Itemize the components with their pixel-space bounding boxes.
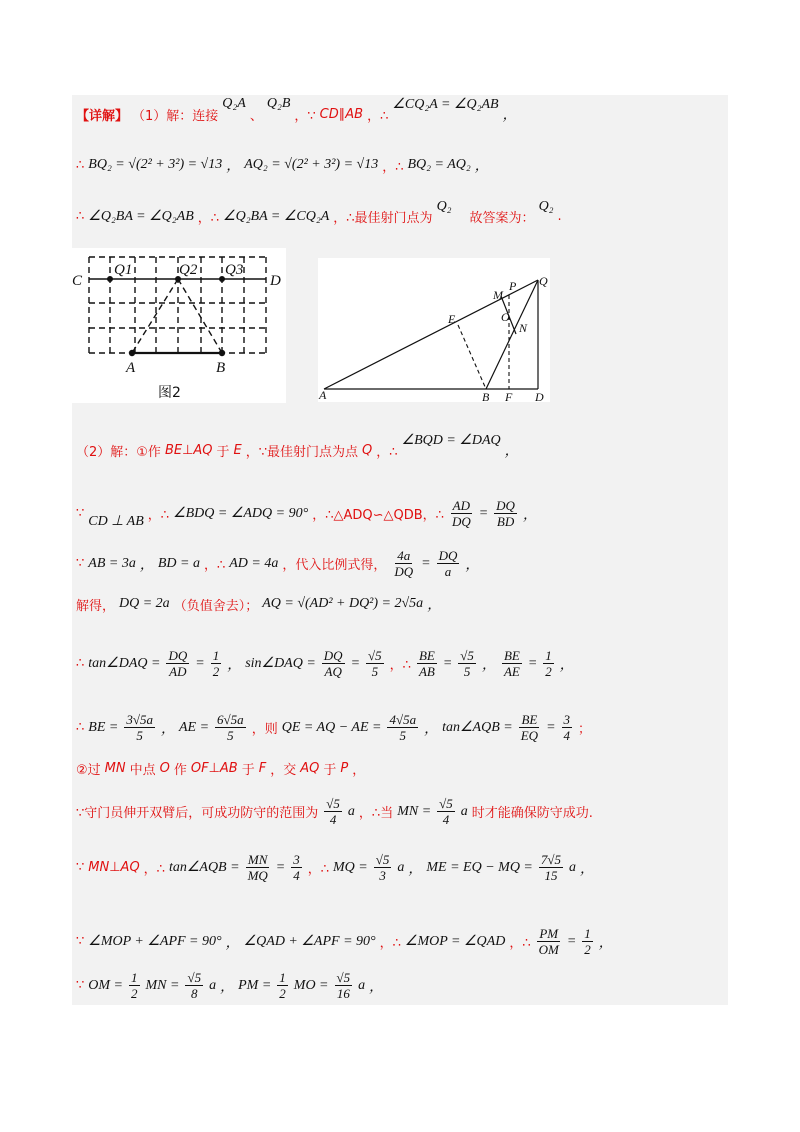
part2-line3: ∵ AB = 3a ， BD = a ，∴ AD = 4a ，代入比例式得， $\frac{4a}{DQ}$ = $\frac{DQ}{a}$ ， [76, 548, 480, 579]
label-A: A [126, 360, 136, 376]
figure-triangle [318, 258, 550, 402]
part2-line6: ∴ BE = $\frac{3√5a}{5}$ ， AE = $\frac{6√5a}{5}$ ，则 QE = AQ − AE = $\frac{4√5a}{5}$ ， tan∠AQB = $\frac{BE}{EQ}$ = $\frac{3}{4}$ ； [76, 712, 592, 743]
grid-diagram [72, 248, 286, 403]
part1-line3: ∴ ∠Q₂BA = ∠Q₂AB ，∴ ∠Q₂BA = ∠CQ₂A ，∴最佳射门点为 Q₂ 故答案为： Q₂ . [76, 198, 562, 226]
label-F: F [505, 390, 513, 402]
part2-line9: ∵ MN⊥AQ ，∴ tan∠AQB = $\frac{MN}{MQ}$ = $\frac{3}{4}$ ，∴ MQ = $\frac{√5}{3}$ a ， ME = EQ − MQ = $\frac{7√5}{15}$ a ， [76, 852, 595, 883]
label-Q2: Q2 [179, 262, 198, 278]
figure-caption: 图2 [158, 385, 181, 401]
label-C: C [72, 273, 83, 289]
part2-line10: ∵ ∠MOP + ∠APF = 90° ， ∠QAD + ∠APF = 90° ，∴ ∠MOP = ∠QAD ，∴ $\frac{PM}{OM}$ = $\frac{1}{2}$ ， [76, 926, 613, 957]
figure-grid [72, 248, 286, 403]
triangle-diagram [318, 258, 550, 402]
label-M: M [493, 288, 503, 302]
label-B2: B [482, 390, 490, 402]
label-Q: Q [539, 274, 548, 288]
detail-heading: 【详解】 [76, 108, 129, 124]
part2-line1: （2）解：①作 BE⊥AQ 于 E ，∵最佳射门点为点 Q ，∴ ∠BQD = ∠DAQ ， [76, 432, 519, 460]
label-O: O [501, 310, 510, 324]
label-A2: A [319, 388, 327, 402]
part1-line1: 【详解】 （1）解：连接 Q₂A 、 Q₂B ，∵ CD∥AB ，∴ ∠CQ₂A = ∠Q₂AB ， [76, 96, 517, 124]
part2-line8: ∵守门员伸开双臂后，可成功防守的范围为 $\frac{√5}{4}$ a ，∴当 MN = $\frac{√5}{4}$ a 时才能确保防守成功. [76, 796, 593, 827]
part2-line5: ∴ tan∠DAQ = $\frac{DQ}{AD}$ = $\frac{1}{2}$ ， sin∠DAQ = $\frac{DQ}{AQ}$ = $\frac{√5}{5}$ ，∴ $\frac{BE}{AB}$ = $\frac{√5}{5}$ ， $\frac{BE}{AE}$ = $\frac{1}{2}$ ， [76, 648, 574, 679]
part2-line7: ②过 MN 中点 O 作 OF⊥AB 于 F ，交 AQ 于 P ， [76, 761, 366, 778]
label-D2: D [535, 390, 544, 402]
part1-line2: ∴ BQ₂ = √(2² + 3²) = √13 ， AQ₂ = √(2² + 3²) = √13 ，∴ BQ₂ = AQ₂ ， [76, 157, 489, 175]
label-N: N [519, 321, 528, 335]
label-E: E [448, 312, 456, 326]
label-Q3: Q3 [225, 262, 244, 278]
label-D: D [270, 273, 281, 289]
part2-line11: ∵ OM = $\frac{1}{2}$ MN = $\frac{√5}{8}$ a ， PM = $\frac{1}{2}$ MO = $\frac{√5}{16}$ a ， [76, 970, 384, 1001]
label-P: P [509, 279, 517, 293]
part2-line4: 解得， DQ = 2a （负值舍去）； AQ = √(AD² + DQ²) = 2√5a ， [76, 596, 442, 614]
label-Q1: Q1 [114, 262, 133, 278]
part2-line2: ∵ CD ⊥ AB ，∴ ∠BDQ = ∠ADQ = 90° ，∴△ADQ∽△QDB，∴ $\frac{AD}{DQ}$ = $\frac{DQ}{BD}$ ， [76, 498, 537, 529]
label-B: B [216, 360, 226, 376]
